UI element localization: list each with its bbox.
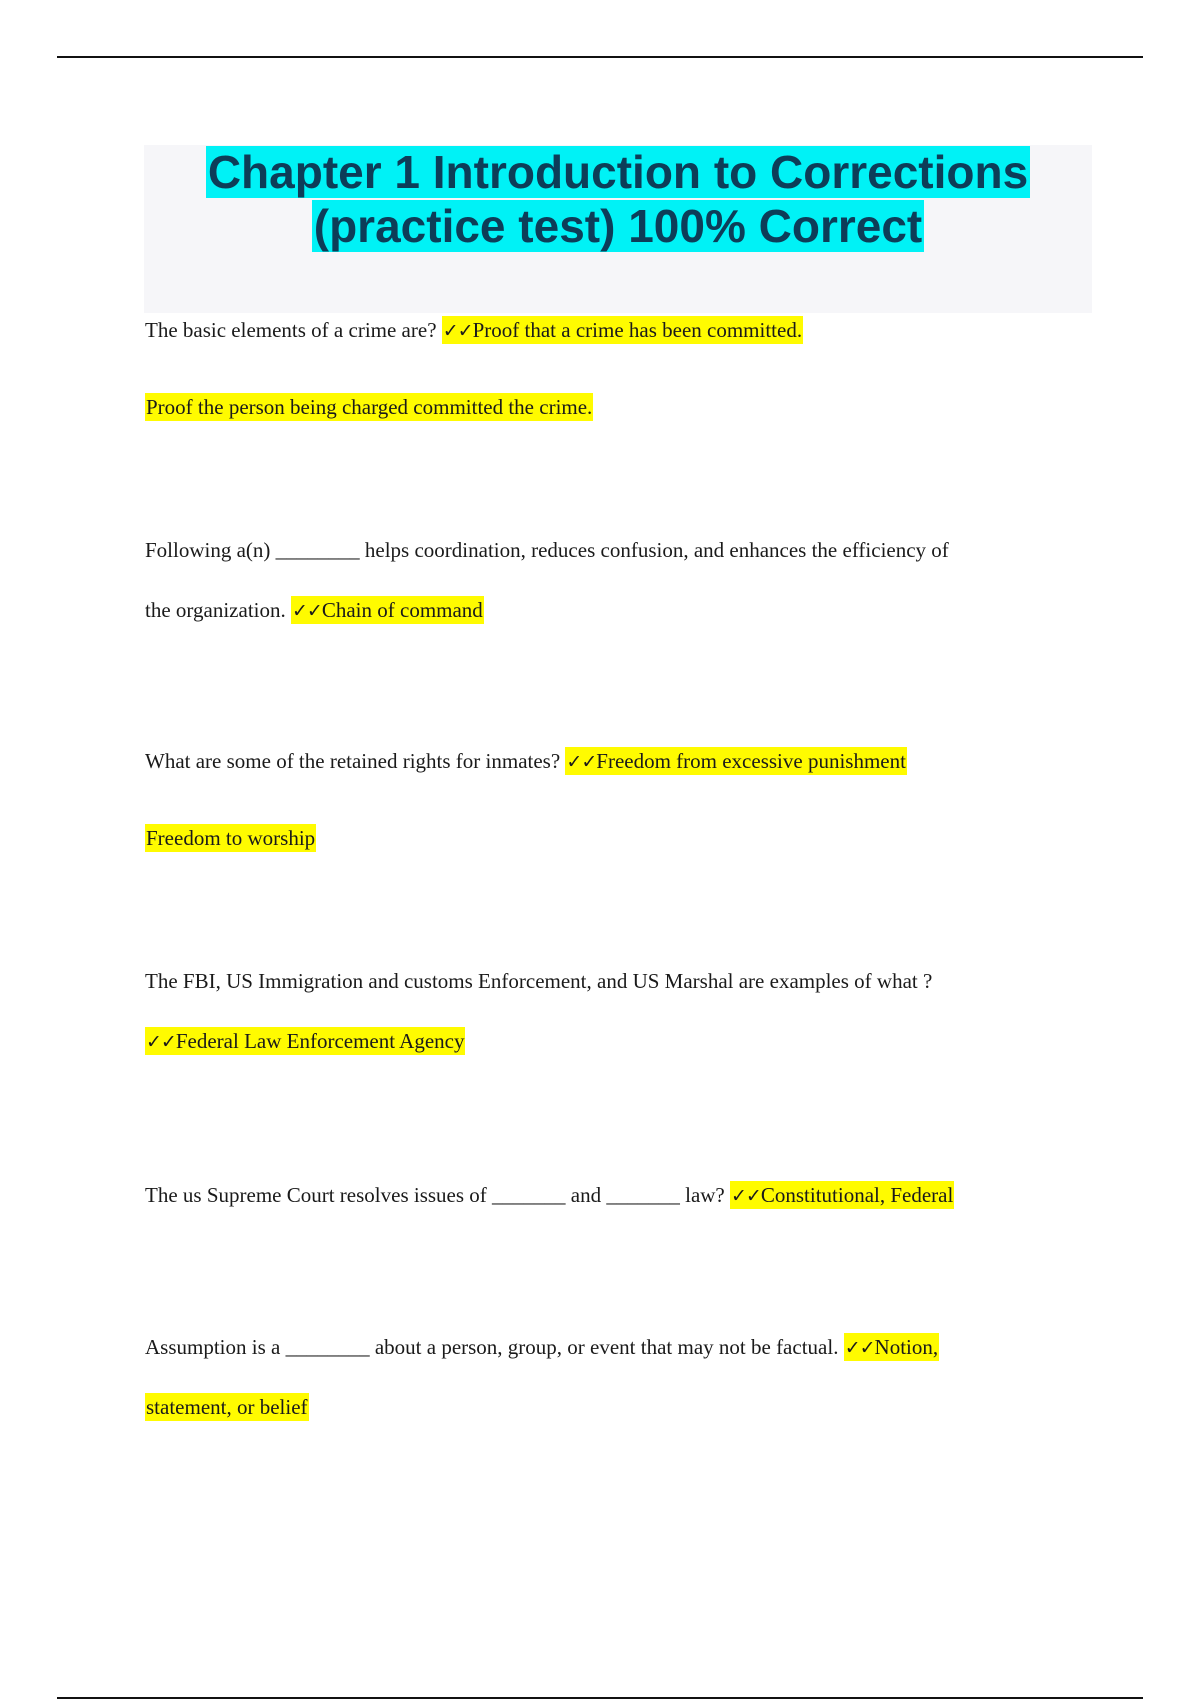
- question-2: [145, 535, 1085, 565]
- document-title-line-2: (practice test) 100% Correct: [313, 200, 923, 252]
- question-text: The us Supreme Court resolves issues of _______ and _______ law?: [145, 1183, 730, 1207]
- answer-highlight: [730, 1181, 954, 1209]
- answer-3-continued: [145, 823, 1085, 853]
- check-icon: ✓✓: [292, 600, 322, 622]
- question-3: [145, 746, 1085, 777]
- answer-text: Federal Law Enforcement Agency: [175, 1029, 465, 1053]
- question-1: [145, 315, 1085, 346]
- check-icon: ✓✓: [731, 1185, 761, 1207]
- question-6: [145, 1332, 1085, 1363]
- header-rule: [57, 56, 1143, 58]
- check-icon: ✓✓: [844, 1337, 875, 1359]
- question-text: The FBI, US Immigration and customs Enforcement, and US Marshal are examples of what ?: [145, 969, 933, 993]
- answer-text: statement, or belief: [146, 1395, 308, 1419]
- question-4: [145, 966, 1085, 996]
- check-icon: ✓✓: [566, 751, 597, 773]
- answer-highlight: [291, 596, 484, 624]
- question-2-continued: [145, 595, 1085, 626]
- question-text: Assumption is a ________ about a person, group, or event that may not be factual.: [145, 1335, 844, 1359]
- question-text: the organization.: [145, 598, 291, 622]
- answer-highlight: [565, 747, 907, 775]
- title-banner: [144, 145, 1092, 313]
- answer-text: Constitutional, Federal: [760, 1183, 954, 1207]
- answer-4: [145, 1026, 1085, 1057]
- answer-1-continued: [145, 392, 1085, 422]
- answer-6-continued: [145, 1392, 1085, 1422]
- check-icon: ✓✓: [146, 1031, 176, 1053]
- answer-highlight: [442, 316, 803, 344]
- question-text: The basic elements of a crime are?: [145, 318, 442, 342]
- question-text: What are some of the retained rights for inmates?: [145, 749, 566, 773]
- question-text: Following a(n) ________ helps coordination, reduces confusion, and enhances the efficiency of: [145, 538, 949, 562]
- question-5: [145, 1180, 1085, 1211]
- answer-text: Proof that a crime has been committed.: [472, 318, 803, 342]
- check-icon: ✓✓: [442, 320, 473, 342]
- answer-highlight: [145, 1027, 465, 1055]
- answer-text: Freedom to worship: [146, 826, 316, 850]
- answer-text: Notion,: [874, 1335, 939, 1359]
- footer-rule: [57, 1697, 1143, 1699]
- answer-text: Freedom from excessive punishment: [596, 749, 906, 773]
- answer-text: Chain of command: [321, 598, 483, 622]
- answer-text: Proof the person being charged committed the crime.: [146, 395, 593, 419]
- document-title-line-1: Chapter 1 Introduction to Corrections: [207, 146, 1029, 198]
- answer-highlight: [844, 1333, 939, 1361]
